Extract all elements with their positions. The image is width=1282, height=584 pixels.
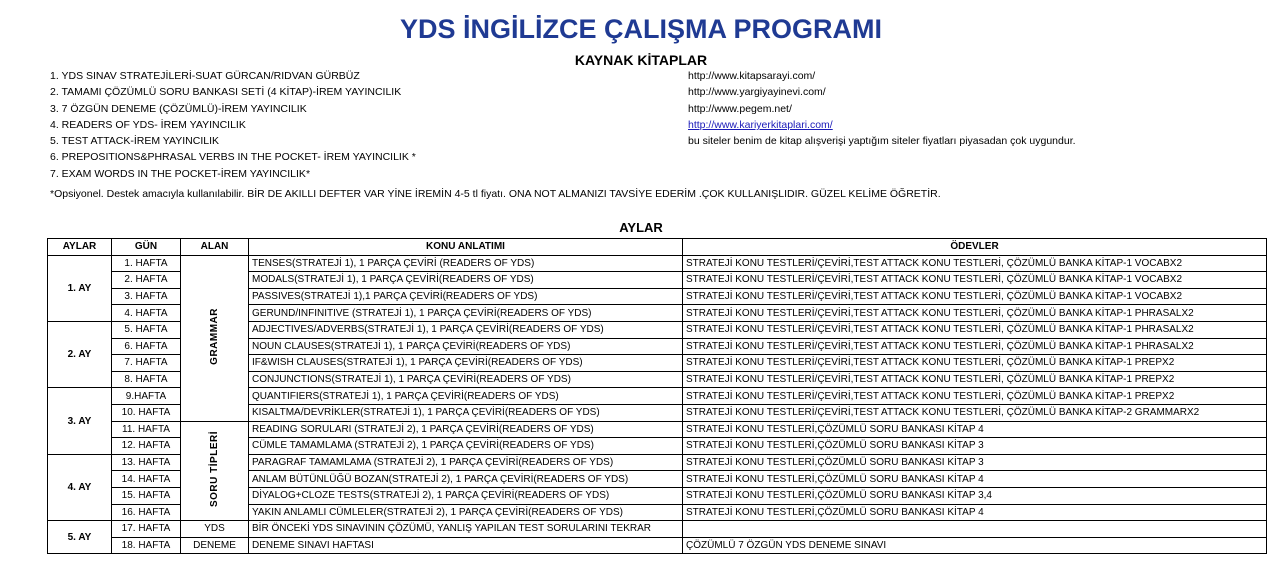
topic-cell: NOUN CLAUSES(STRATEJİ 1), 1 PARÇA ÇEVİRİ(READERS OF YDS) [249,338,683,355]
homework-cell: STRATEJİ KONU TESTLERİ/ÇEVİRİ,TEST ATTACK KONU TESTLERİ, ÇÖZÜMLÜ BANKA KİTAP-1 PREPX2 [683,355,1267,372]
alan-label: GRAMMAR [209,308,220,365]
topic-cell: TENSES(STRATEJİ 1), 1 PARÇA ÇEVİRİ (READERS OF YDS) [249,255,683,272]
week-cell: 17. HAFTA [112,521,181,538]
week-cell: 13. HAFTA [112,454,181,471]
homework-cell: STRATEJİ KONU TESTLERİ,ÇÖZÜMLÜ SORU BANKASI KİTAP 4 [683,471,1267,488]
header-aylar: AYLAR [48,239,112,256]
link-list [688,70,1076,151]
table-row [48,421,1267,438]
homework-cell [683,521,1267,538]
month-cell: 2. AY [48,321,112,387]
topic-cell: DİYALOG+CLOZE TESTS(STRATEJİ 2), 1 PARÇA ÇEVİRİ(READERS OF YDS) [249,487,683,504]
week-cell: 14. HAFTA [112,471,181,488]
topic-cell: ADJECTIVES/ADVERBS(STRATEJİ 1), 1 PARÇA ÇEVİRİ(READERS OF YDS) [249,321,683,338]
month-cell: 5. AY [48,521,112,554]
header-odevler: ÖDEVLER [683,239,1267,256]
topic-cell: ANLAM BÜTÜNLÜĞÜ BOZAN(STRATEJİ 2), 1 PARÇA ÇEVİRİ(READERS OF YDS) [249,471,683,488]
week-cell: 10. HAFTA [112,404,181,421]
topic-cell: READING SORULARI (STRATEJİ 2), 1 PARÇA ÇEVİRİ(READERS OF YDS) [249,421,683,438]
homework-cell: STRATEJİ KONU TESTLERİ/ÇEVİRİ,TEST ATTACK KONU TESTLERİ, ÇÖZÜMLÜ BANKA KİTAP-2 GRAMMARX2 [683,404,1267,421]
schedule-table [47,238,1267,554]
week-cell: 15. HAFTA [112,487,181,504]
week-cell: 4. HAFTA [112,305,181,322]
homework-cell: STRATEJİ KONU TESTLERİ/ÇEVİRİ,TEST ATTACK KONU TESTLERİ, ÇÖZÜMLÜ BANKA KİTAP-1 PREPX2 [683,388,1267,405]
week-cell: 11. HAFTA [112,421,181,438]
link-item[interactable]: http://www.kitapsarayi.com/ [688,70,816,82]
book-item: 7. EXAM WORDS IN THE POCKET-İREM YAYINCILIK* [50,167,311,180]
week-cell: 12. HAFTA [112,438,181,455]
topic-cell: MODALS(STRATEJİ 1), 1 PARÇA ÇEVİRİ(READERS OF YDS) [249,272,683,289]
week-cell: 6. HAFTA [112,338,181,355]
week-cell: 5. HAFTA [112,321,181,338]
homework-cell: STRATEJİ KONU TESTLERİ/ÇEVİRİ,TEST ATTACK KONU TESTLERİ, ÇÖZÜMLÜ BANKA KİTAP-1 PHRASALX2 [683,321,1267,338]
homework-cell: STRATEJİ KONU TESTLERİ,ÇÖZÜMLÜ SORU BANKASI KİTAP 3 [683,438,1267,455]
topic-cell: PASSIVES(STRATEJİ 1),1 PARÇA ÇEVİRİ(READERS OF YDS) [249,288,683,305]
homework-cell: STRATEJİ KONU TESTLERİ,ÇÖZÜMLÜ SORU BANKASI KİTAP 3,4 [683,487,1267,504]
book-list [50,70,416,184]
homework-cell: STRATEJİ KONU TESTLERİ/ÇEVİRİ,TEST ATTACK KONU TESTLERİ, ÇÖZÜMLÜ BANKA KİTAP-1 PHRASALX2 [683,305,1267,322]
topic-cell: CONJUNCTIONS(STRATEJİ 1), 1 PARÇA ÇEVİRİ(READERS OF YDS) [249,371,683,388]
header-alan: ALAN [181,239,249,256]
month-cell: 4. AY [48,454,112,520]
homework-cell: STRATEJİ KONU TESTLERİ/ÇEVİRİ,TEST ATTACK KONU TESTLERİ, ÇÖZÜMLÜ BANKA KİTAP-1 PREPX2 [683,371,1267,388]
link-item[interactable]: http://www.yargiyayinevi.com/ [688,86,826,99]
month-cell: 3. AY [48,388,112,454]
book-item: 3. 7 ÖZGÜN DENEME (ÇÖZÜMLÜ)-İREM YAYINCILIK [50,102,307,115]
alan-cell-deneme: DENEME [181,537,249,554]
alan-label: SORU TİPLERİ [209,431,220,508]
homework-cell: STRATEJİ KONU TESTLERİ/ÇEVİRİ,TEST ATTACK KONU TESTLERİ, ÇÖZÜMLÜ BANKA KİTAP-1 VOCABX2 [683,272,1267,289]
alan-cell-grammar [181,255,249,421]
book-item: 1. YDS SINAV STRATEJİLERİ-SUAT GÜRCAN/RIDVAN GÜRBÜZ [50,70,360,82]
page-title: YDS İNGİLİZCE ÇALIŞMA PROGRAMI [399,14,882,44]
homework-cell: STRATEJİ KONU TESTLERİ,ÇÖZÜMLÜ SORU BANKASI KİTAP 3 [683,454,1267,471]
homework-cell: STRATEJİ KONU TESTLERİ/ÇEVİRİ,TEST ATTACK KONU TESTLERİ, ÇÖZÜMLÜ BANKA KİTAP-1 VOCABX2 [683,255,1267,272]
topic-cell: KISALTMA/DEVRİKLER(STRATEJİ 1), 1 PARÇA ÇEVİRİ(READERS OF YDS) [249,404,683,421]
book-item: 2. TAMAMI ÇÖZÜMLÜ SORU BANKASI SETİ (4 KİTAP)-İREM YAYINCILIK [50,86,402,99]
homework-cell: STRATEJİ KONU TESTLERİ,ÇÖZÜMLÜ SORU BANKASI KİTAP 4 [683,504,1267,521]
table-row [48,521,1267,538]
topic-cell: YAKIN ANLAMLI CÜMLELER(STRATEJİ 2), 1 PARÇA ÇEVİRİ(READERS OF YDS) [249,504,683,521]
book-item: 5. TEST ATTACK-İREM YAYINCILIK [50,135,220,148]
footnote: *Opsiyonel. Destek amacıyla kullanılabilir. BİR DE AKILLI DEFTER VAR YİNE İREMİN 4-5 tl fiyatı. ONA NOT ALMANIZI TAVSİYE EDERİM .ÇOK KULLANIŞLIDIR. GÜZEL KELİME ÖĞRETİR. [50,188,941,200]
link-item[interactable]: http://www.pegem.net/ [688,102,792,115]
table-caption: AYLAR [619,220,663,235]
header-konu: KONU ANLATIMI [249,239,683,256]
week-cell: 9.HAFTA [112,388,181,405]
topic-cell: IF&WISH CLAUSES(STRATEJİ 1), 1 PARÇA ÇEVİRİ(READERS OF YDS) [249,355,683,372]
topic-cell: BİR ÖNCEKİ YDS SINAVININ ÇÖZÜMÜ, YANLIŞ YAPILAN TEST SORULARINI TEKRAR [249,521,683,538]
book-item: 4. READERS OF YDS- İREM YAYINCILIK [50,118,246,131]
topic-cell: GERUND/INFINITIVE (STRATEJİ 1), 1 PARÇA ÇEVİRİ(READERS OF YDS) [249,305,683,322]
week-cell: 7. HAFTA [112,355,181,372]
topic-cell: CÜMLE TAMAMLAMA (STRATEJİ 2), 1 PARÇA ÇEVİRİ(READERS OF YDS) [249,438,683,455]
alan-cell-soru-tipleri [181,421,249,521]
month-cell: 1. AY [48,255,112,321]
topic-cell: PARAGRAF TAMAMLAMA (STRATEJİ 2), 1 PARÇA ÇEVİRİ(READERS OF YDS) [249,454,683,471]
topic-cell: DENEME SINAVI HAFTASI [249,537,683,554]
week-cell: 2. HAFTA [112,272,181,289]
week-cell: 1. HAFTA [112,255,181,272]
week-cell: 8. HAFTA [112,371,181,388]
table-row [48,537,1267,554]
homework-cell: STRATEJİ KONU TESTLERİ,ÇÖZÜMLÜ SORU BANKASI KİTAP 4 [683,421,1267,438]
section-subtitle: KAYNAK KİTAPLAR [574,52,708,68]
week-cell: 3. HAFTA [112,288,181,305]
header-gun: GÜN [112,239,181,256]
week-cell: 16. HAFTA [112,504,181,521]
link-item-hyperlink[interactable]: http://www.kariyerkitaplari.com/ [688,118,833,131]
table-row [48,255,1267,272]
alan-cell-yds: YDS [181,521,249,538]
links-note: bu siteler benim de kitap alışverişi yaptığım siteler fiyatları piyasadan çok uygundur. [688,135,1076,148]
book-item: 6. PREPOSITIONS&PHRASAL VERBS IN THE POCKET- İREM YAYINCILIK * [50,151,416,164]
topic-cell: QUANTIFIERS(STRATEJİ 1), 1 PARÇA ÇEVİRİ(READERS OF YDS) [249,388,683,405]
homework-cell: ÇÖZÜMLÜ 7 ÖZGÜN YDS DENEME SINAVI [683,537,1267,554]
homework-cell: STRATEJİ KONU TESTLERİ/ÇEVİRİ,TEST ATTACK KONU TESTLERİ, ÇÖZÜMLÜ BANKA KİTAP-1 PHRASALX2 [683,338,1267,355]
week-cell: 18. HAFTA [112,537,181,554]
homework-cell: STRATEJİ KONU TESTLERİ/ÇEVİRİ,TEST ATTACK KONU TESTLERİ, ÇÖZÜMLÜ BANKA KİTAP-1 VOCABX2 [683,288,1267,305]
